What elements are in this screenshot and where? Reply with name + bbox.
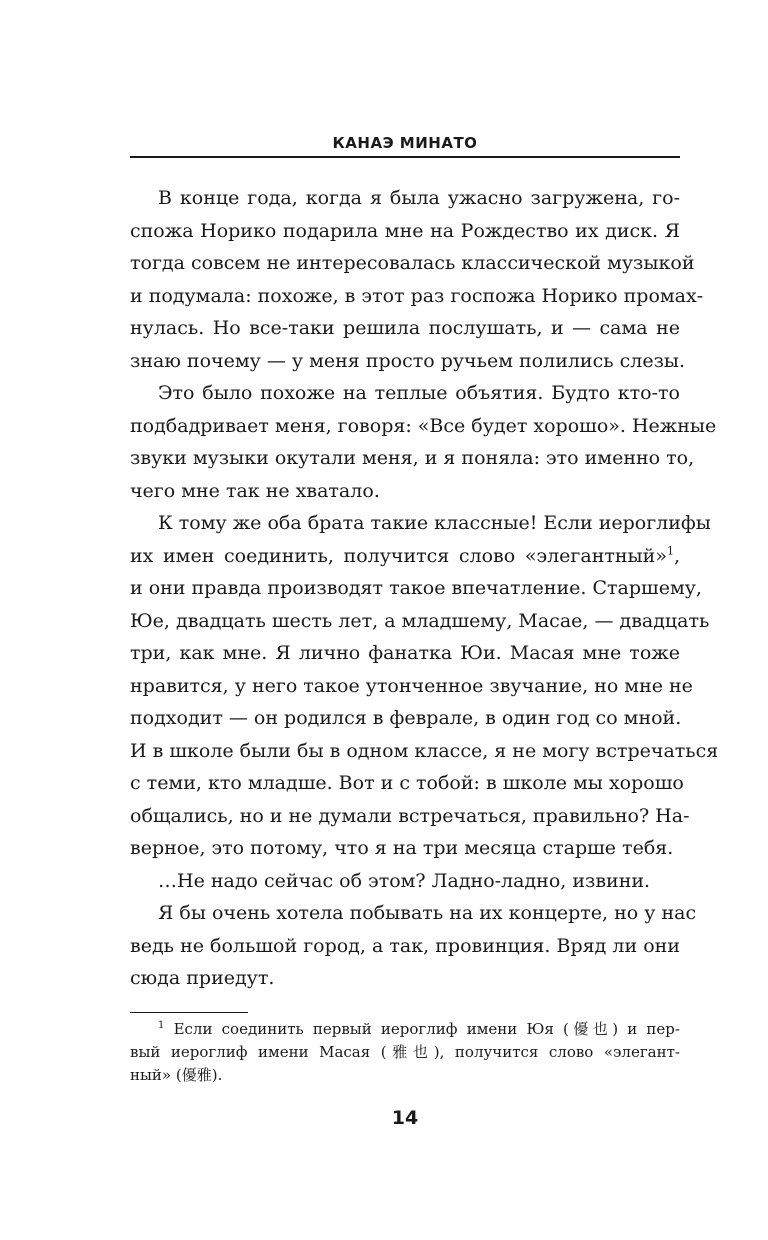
text-line: общались, но и не думали встречаться, правильно? На- xyxy=(130,804,690,827)
text-line: тогда совсем не интересовалась классической музыкой xyxy=(130,252,695,274)
text-line: с теми, кто младше. Вот и с тобой: в школе мы хорошо xyxy=(130,772,684,794)
footnote-rule xyxy=(130,1012,248,1013)
text-line: спожа Норико подарила мне на Рождество их диск. Я xyxy=(130,219,680,242)
text-line xyxy=(130,540,680,573)
text-line: нулась. Но все-таки решила послушать, и — сама не xyxy=(130,317,680,339)
footnote-reference[interactable]: 1 xyxy=(666,544,674,558)
running-header: КАНАЭ МИНАТО xyxy=(332,134,478,152)
text-line: В конце года, когда я была ужасно загружена, го- xyxy=(158,187,680,209)
main-text xyxy=(130,182,719,995)
text-line: Это было похоже на теплые объятия. Будто кто-то xyxy=(158,382,680,404)
text-segment: , xyxy=(673,544,680,567)
footnote-line: вый иероглиф имени Масая (雅也), получится слово «элегант- xyxy=(130,1043,680,1061)
text-line: и они правда производят такое впечатление. Старшему, xyxy=(130,577,702,599)
footnote xyxy=(130,1018,680,1087)
text-line: сюда приедут. xyxy=(130,967,275,989)
text-line: подходит — он родился в феврале, в один год со мной. xyxy=(130,707,682,729)
footnote-text: Если соединить первый иероглиф имени Юя (優也) и пер- xyxy=(173,1020,680,1038)
page-number: 14 xyxy=(391,1107,419,1129)
text-line: И в школе были бы в одном классе, я не могу встречаться xyxy=(130,739,719,762)
text-line: К тому же оба брата такие классные! Если иероглифы xyxy=(158,512,711,534)
text-line: звуки музыки окутали меня, и я поняла: это именно то, xyxy=(130,447,695,469)
header-rule xyxy=(130,156,680,158)
text-line: три, как мне. Я лично фанатка Юи. Масая мне тоже xyxy=(130,642,680,664)
paragraph-5 xyxy=(130,897,697,995)
footnote-line: ный» (優雅). xyxy=(130,1066,223,1084)
text-line: и подумала: похоже, в этот раз госпожа Норико промах- xyxy=(130,284,704,307)
footnote-marker: 1 xyxy=(158,1020,165,1031)
paragraph-2 xyxy=(130,377,717,507)
text-line: верное, это потому, что я на три месяца старше тебя. xyxy=(130,837,674,859)
paragraph-4 xyxy=(130,865,680,898)
text-line: …Не надо сейчас об этом? Ладно-ладно, извини. xyxy=(158,869,651,892)
text-line: подбадривает меня, говоря: «Все будет хорошо». Нежные xyxy=(130,414,717,437)
text-line: Я бы очень хотела побывать на их концерте, но у нас xyxy=(158,902,697,924)
text-line: Юе, двадцать шесть лет, а младшему, Масае, — двадцать xyxy=(130,609,710,632)
paragraph-3 xyxy=(130,507,719,865)
paragraph-1 xyxy=(130,182,704,377)
text-line: нравится, у него такое утонченное звучание, но мне не xyxy=(130,674,693,697)
text-line: чего мне так не хватало. xyxy=(130,479,380,502)
text-line: ведь не большой город, а так, провинция. Вряд ли они xyxy=(130,934,680,957)
text-line: знаю почему — у меня просто ручьем полились слезы. xyxy=(130,349,686,372)
footnote-line xyxy=(130,1018,680,1041)
text-segment: их имен соединить, получится слово «элегантный» xyxy=(130,544,667,567)
